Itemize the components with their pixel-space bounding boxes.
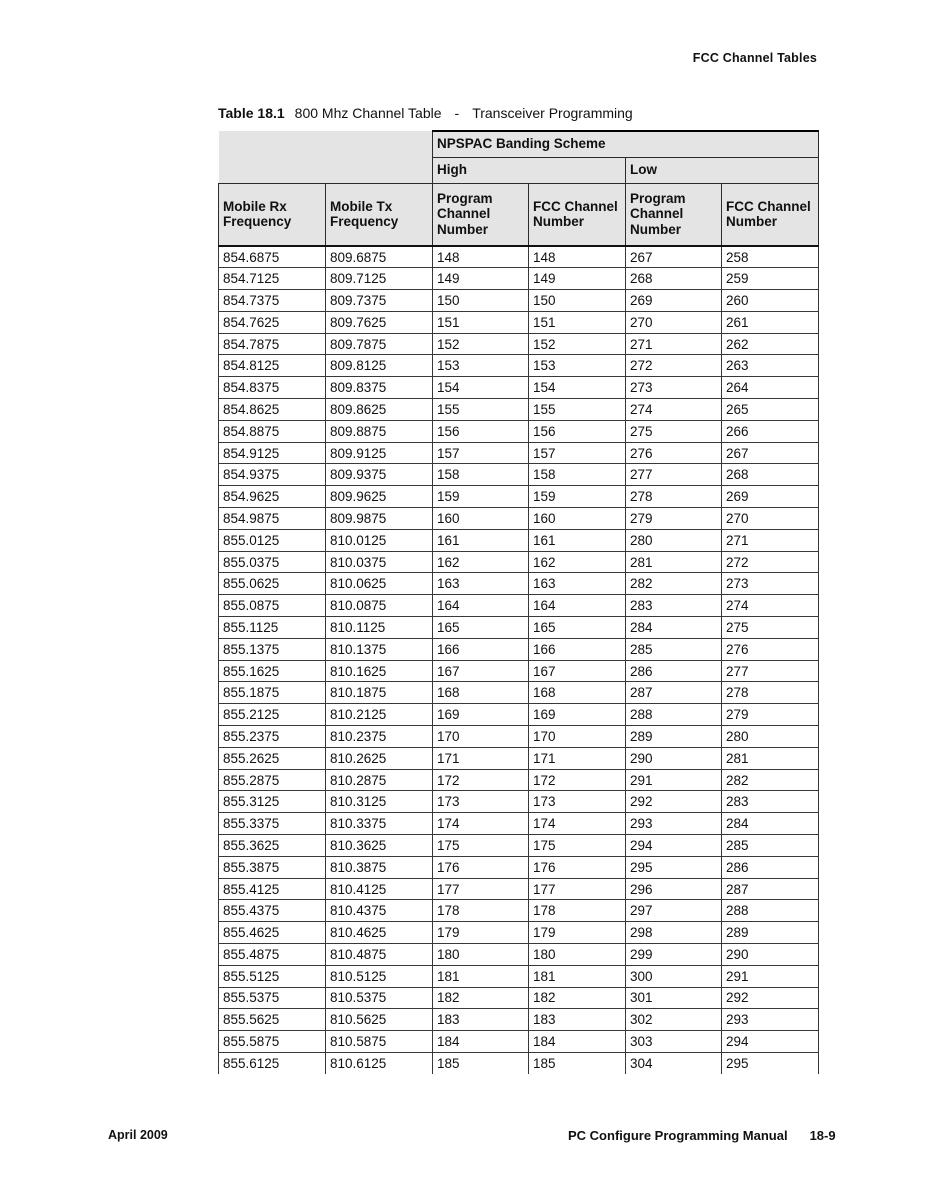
table-cell: 277 bbox=[626, 464, 722, 486]
table-cell: 161 bbox=[433, 529, 529, 551]
table-row bbox=[219, 573, 819, 595]
table-row bbox=[219, 508, 819, 530]
table-cell: 152 bbox=[433, 333, 529, 355]
table-cell: 294 bbox=[626, 835, 722, 857]
table-header bbox=[219, 131, 819, 246]
table-row bbox=[219, 704, 819, 726]
table-cell: 154 bbox=[433, 377, 529, 399]
table-cell: 184 bbox=[433, 1031, 529, 1053]
table-cell: 183 bbox=[433, 1009, 529, 1031]
table-row bbox=[219, 290, 819, 312]
table-cell: 278 bbox=[722, 682, 819, 704]
table-cell: 855.4125 bbox=[219, 878, 326, 900]
table-cell: 260 bbox=[722, 290, 819, 312]
table-cell: 275 bbox=[626, 420, 722, 442]
table-cell: 271 bbox=[722, 529, 819, 551]
table-cell: 265 bbox=[722, 399, 819, 421]
table-cell: 855.4625 bbox=[219, 922, 326, 944]
table-cell: 810.4875 bbox=[326, 944, 433, 966]
table-cell: 810.5375 bbox=[326, 987, 433, 1009]
table-cell: 855.5125 bbox=[219, 965, 326, 987]
group-header-npspac: NPSPAC Banding Scheme bbox=[433, 131, 819, 157]
table-cell: 855.0375 bbox=[219, 551, 326, 573]
footer-date: April 2009 bbox=[108, 1128, 168, 1142]
table-cell: 810.5625 bbox=[326, 1009, 433, 1031]
table-row bbox=[219, 747, 819, 769]
footer-manual-title: PC Configure Programming Manual bbox=[568, 1128, 788, 1143]
table-cell: 282 bbox=[722, 769, 819, 791]
column-header-program-channel-low: Program Channel Number bbox=[626, 183, 722, 246]
table-cell: 810.1625 bbox=[326, 660, 433, 682]
table-cell: 809.8625 bbox=[326, 399, 433, 421]
table-row bbox=[219, 486, 819, 508]
table-cell: 283 bbox=[722, 791, 819, 813]
table-row bbox=[219, 944, 819, 966]
table-cell: 177 bbox=[433, 878, 529, 900]
table-cell: 153 bbox=[529, 355, 626, 377]
table-row bbox=[219, 268, 819, 290]
table-row bbox=[219, 442, 819, 464]
table-cell: 291 bbox=[626, 769, 722, 791]
table-cell: 300 bbox=[626, 965, 722, 987]
table-cell: 854.8875 bbox=[219, 420, 326, 442]
table-cell: 291 bbox=[722, 965, 819, 987]
table-cell: 810.0625 bbox=[326, 573, 433, 595]
table-cell: 156 bbox=[433, 420, 529, 442]
table-cell: 270 bbox=[626, 311, 722, 333]
table-cell: 168 bbox=[433, 682, 529, 704]
table-cell: 283 bbox=[626, 595, 722, 617]
table-cell: 810.3375 bbox=[326, 813, 433, 835]
table-cell: 264 bbox=[722, 377, 819, 399]
table-cell: 281 bbox=[722, 747, 819, 769]
table-row bbox=[219, 333, 819, 355]
table-cell: 163 bbox=[433, 573, 529, 595]
title-separator: - bbox=[454, 105, 460, 121]
table-cell: 273 bbox=[722, 573, 819, 595]
table-cell: 810.2625 bbox=[326, 747, 433, 769]
table-cell: 274 bbox=[626, 399, 722, 421]
table-cell: 155 bbox=[433, 399, 529, 421]
table-cell: 295 bbox=[626, 856, 722, 878]
table-cell: 810.2125 bbox=[326, 704, 433, 726]
table-cell: 163 bbox=[529, 573, 626, 595]
table-cell: 293 bbox=[722, 1009, 819, 1031]
table-cell: 277 bbox=[722, 660, 819, 682]
table-cell: 292 bbox=[722, 987, 819, 1009]
group-header-row bbox=[219, 131, 819, 157]
table-cell: 286 bbox=[626, 660, 722, 682]
table-row bbox=[219, 1009, 819, 1031]
table-number-label: Table 18.1 bbox=[218, 105, 285, 121]
running-header: FCC Channel Tables bbox=[692, 51, 817, 65]
table-cell: 809.7375 bbox=[326, 290, 433, 312]
table-cell: 854.7375 bbox=[219, 290, 326, 312]
column-header-mobile-rx: Mobile Rx Frequency bbox=[219, 183, 326, 246]
table-row bbox=[219, 464, 819, 486]
table-cell: 298 bbox=[626, 922, 722, 944]
table-cell: 854.8125 bbox=[219, 355, 326, 377]
table-cell: 164 bbox=[433, 595, 529, 617]
table-cell: 809.9625 bbox=[326, 486, 433, 508]
table-body bbox=[219, 246, 819, 1074]
table-cell: 182 bbox=[433, 987, 529, 1009]
table-row bbox=[219, 246, 819, 268]
table-cell: 267 bbox=[722, 442, 819, 464]
table-cell: 153 bbox=[433, 355, 529, 377]
table-row bbox=[219, 726, 819, 748]
table-cell: 288 bbox=[626, 704, 722, 726]
table-cell: 293 bbox=[626, 813, 722, 835]
table-cell: 855.2125 bbox=[219, 704, 326, 726]
table-cell: 810.1125 bbox=[326, 617, 433, 639]
table-row bbox=[219, 791, 819, 813]
table-cell: 173 bbox=[433, 791, 529, 813]
table-cell: 179 bbox=[433, 922, 529, 944]
table-row bbox=[219, 922, 819, 944]
table-cell: 171 bbox=[529, 747, 626, 769]
table-cell: 855.0125 bbox=[219, 529, 326, 551]
table-cell: 178 bbox=[529, 900, 626, 922]
table-cell: 151 bbox=[433, 311, 529, 333]
table-cell: 289 bbox=[626, 726, 722, 748]
table-cell: 165 bbox=[529, 617, 626, 639]
table-cell: 296 bbox=[626, 878, 722, 900]
table-cell: 855.1875 bbox=[219, 682, 326, 704]
table-cell: 855.2875 bbox=[219, 769, 326, 791]
table-cell: 173 bbox=[529, 791, 626, 813]
table-cell: 855.3875 bbox=[219, 856, 326, 878]
table-cell: 166 bbox=[529, 638, 626, 660]
footer-manual-info bbox=[568, 1128, 836, 1143]
table-cell: 809.9375 bbox=[326, 464, 433, 486]
table-cell: 809.9875 bbox=[326, 508, 433, 530]
table-cell: 262 bbox=[722, 333, 819, 355]
table-cell: 810.4375 bbox=[326, 900, 433, 922]
table-cell: 270 bbox=[722, 508, 819, 530]
table-cell: 294 bbox=[722, 1031, 819, 1053]
table-row bbox=[219, 355, 819, 377]
table-cell: 164 bbox=[529, 595, 626, 617]
table-cell: 284 bbox=[626, 617, 722, 639]
table-cell: 304 bbox=[626, 1052, 722, 1074]
table-cell: 854.9875 bbox=[219, 508, 326, 530]
table-cell: 854.9125 bbox=[219, 442, 326, 464]
table-cell: 279 bbox=[722, 704, 819, 726]
table-cell: 152 bbox=[529, 333, 626, 355]
empty-corner-cell bbox=[219, 131, 433, 183]
table-cell: 854.9625 bbox=[219, 486, 326, 508]
column-header-mobile-tx: Mobile Tx Frequency bbox=[326, 183, 433, 246]
table-cell: 167 bbox=[529, 660, 626, 682]
table-cell: 810.0125 bbox=[326, 529, 433, 551]
table-cell: 172 bbox=[529, 769, 626, 791]
table-cell: 289 bbox=[722, 922, 819, 944]
table-cell: 303 bbox=[626, 1031, 722, 1053]
table-cell: 259 bbox=[722, 268, 819, 290]
table-cell: 855.4375 bbox=[219, 900, 326, 922]
table-row bbox=[219, 987, 819, 1009]
table-row bbox=[219, 1052, 819, 1074]
table-cell: 178 bbox=[433, 900, 529, 922]
table-cell: 275 bbox=[722, 617, 819, 639]
table-cell: 149 bbox=[433, 268, 529, 290]
table-row bbox=[219, 617, 819, 639]
table-row bbox=[219, 551, 819, 573]
table-cell: 156 bbox=[529, 420, 626, 442]
table-cell: 854.8375 bbox=[219, 377, 326, 399]
table-cell: 161 bbox=[529, 529, 626, 551]
table-cell: 182 bbox=[529, 987, 626, 1009]
table-cell: 148 bbox=[433, 246, 529, 268]
table-cell: 855.1375 bbox=[219, 638, 326, 660]
table-cell: 854.9375 bbox=[219, 464, 326, 486]
table-cell: 809.9125 bbox=[326, 442, 433, 464]
subgroup-low: Low bbox=[626, 157, 819, 183]
table-cell: 169 bbox=[433, 704, 529, 726]
table-cell: 279 bbox=[626, 508, 722, 530]
table-cell: 281 bbox=[626, 551, 722, 573]
table-row bbox=[219, 595, 819, 617]
table-cell: 287 bbox=[626, 682, 722, 704]
table-cell: 166 bbox=[433, 638, 529, 660]
table-cell: 809.7875 bbox=[326, 333, 433, 355]
table-cell: 149 bbox=[529, 268, 626, 290]
table-cell: 810.1875 bbox=[326, 682, 433, 704]
table-cell: 274 bbox=[722, 595, 819, 617]
table-cell: 810.3625 bbox=[326, 835, 433, 857]
table-cell: 158 bbox=[433, 464, 529, 486]
table-cell: 809.8125 bbox=[326, 355, 433, 377]
table-row bbox=[219, 529, 819, 551]
table-cell: 269 bbox=[722, 486, 819, 508]
table-cell: 148 bbox=[529, 246, 626, 268]
table-cell: 302 bbox=[626, 1009, 722, 1031]
table-cell: 809.8875 bbox=[326, 420, 433, 442]
table-cell: 295 bbox=[722, 1052, 819, 1074]
table-cell: 855.5875 bbox=[219, 1031, 326, 1053]
table-cell: 809.7125 bbox=[326, 268, 433, 290]
table-cell: 159 bbox=[433, 486, 529, 508]
table-cell: 810.3125 bbox=[326, 791, 433, 813]
table-cell: 151 bbox=[529, 311, 626, 333]
table-cell: 176 bbox=[433, 856, 529, 878]
table-row bbox=[219, 377, 819, 399]
table-cell: 272 bbox=[626, 355, 722, 377]
table-cell: 150 bbox=[529, 290, 626, 312]
table-cell: 855.5625 bbox=[219, 1009, 326, 1031]
table-cell: 160 bbox=[529, 508, 626, 530]
table-cell: 810.4625 bbox=[326, 922, 433, 944]
table-cell: 181 bbox=[433, 965, 529, 987]
table-cell: 185 bbox=[529, 1052, 626, 1074]
table-cell: 854.7125 bbox=[219, 268, 326, 290]
table-cell: 271 bbox=[626, 333, 722, 355]
table-row bbox=[219, 420, 819, 442]
table-cell: 855.1625 bbox=[219, 660, 326, 682]
table-cell: 855.3625 bbox=[219, 835, 326, 857]
table-cell: 266 bbox=[722, 420, 819, 442]
table-cell: 180 bbox=[529, 944, 626, 966]
table-cell: 273 bbox=[626, 377, 722, 399]
table-cell: 855.0625 bbox=[219, 573, 326, 595]
table-cell: 855.2375 bbox=[219, 726, 326, 748]
table-cell: 278 bbox=[626, 486, 722, 508]
table-cell: 174 bbox=[529, 813, 626, 835]
table-cell: 854.8625 bbox=[219, 399, 326, 421]
table-cell: 285 bbox=[626, 638, 722, 660]
table-cell: 288 bbox=[722, 900, 819, 922]
table-cell: 276 bbox=[626, 442, 722, 464]
table-cell: 855.6125 bbox=[219, 1052, 326, 1074]
column-header-program-channel-high: Program Channel Number bbox=[433, 183, 529, 246]
table-cell: 855.0875 bbox=[219, 595, 326, 617]
table-cell: 276 bbox=[722, 638, 819, 660]
table-cell: 297 bbox=[626, 900, 722, 922]
table-row bbox=[219, 813, 819, 835]
table-cell: 290 bbox=[722, 944, 819, 966]
table-cell: 263 bbox=[722, 355, 819, 377]
table-cell: 162 bbox=[529, 551, 626, 573]
table-cell: 810.3875 bbox=[326, 856, 433, 878]
table-cell: 168 bbox=[529, 682, 626, 704]
table-cell: 183 bbox=[529, 1009, 626, 1031]
table-cell: 160 bbox=[433, 508, 529, 530]
table-cell: 810.6125 bbox=[326, 1052, 433, 1074]
table-row bbox=[219, 769, 819, 791]
table-row bbox=[219, 900, 819, 922]
table-cell: 175 bbox=[529, 835, 626, 857]
table-cell: 258 bbox=[722, 246, 819, 268]
table-cell: 855.5375 bbox=[219, 987, 326, 1009]
table-row bbox=[219, 856, 819, 878]
table-cell: 286 bbox=[722, 856, 819, 878]
column-header-fcc-channel-high: FCC Channel Number bbox=[529, 183, 626, 246]
subgroup-high: High bbox=[433, 157, 626, 183]
table-cell: 855.1125 bbox=[219, 617, 326, 639]
table-cell: 854.6875 bbox=[219, 246, 326, 268]
table-row bbox=[219, 682, 819, 704]
table-cell: 174 bbox=[433, 813, 529, 835]
table-cell: 162 bbox=[433, 551, 529, 573]
table-cell: 280 bbox=[626, 529, 722, 551]
table-cell: 855.4875 bbox=[219, 944, 326, 966]
table-cell: 155 bbox=[529, 399, 626, 421]
table-cell: 171 bbox=[433, 747, 529, 769]
table-row bbox=[219, 878, 819, 900]
table-cell: 269 bbox=[626, 290, 722, 312]
table-cell: 810.2375 bbox=[326, 726, 433, 748]
table-cell: 268 bbox=[626, 268, 722, 290]
table-cell: 184 bbox=[529, 1031, 626, 1053]
table-cell: 854.7875 bbox=[219, 333, 326, 355]
table-cell: 169 bbox=[529, 704, 626, 726]
table-cell: 179 bbox=[529, 922, 626, 944]
table-cell: 810.4125 bbox=[326, 878, 433, 900]
table-cell: 855.3375 bbox=[219, 813, 326, 835]
table-caption bbox=[218, 105, 633, 121]
table-cell: 172 bbox=[433, 769, 529, 791]
table-cell: 268 bbox=[722, 464, 819, 486]
table-cell: 159 bbox=[529, 486, 626, 508]
table-cell: 810.0375 bbox=[326, 551, 433, 573]
table-cell: 285 bbox=[722, 835, 819, 857]
table-cell: 855.3125 bbox=[219, 791, 326, 813]
table-cell: 809.8375 bbox=[326, 377, 433, 399]
footer-page-number: 18-9 bbox=[809, 1128, 836, 1143]
table-cell: 299 bbox=[626, 944, 722, 966]
table-row bbox=[219, 660, 819, 682]
table-cell: 157 bbox=[433, 442, 529, 464]
table-row bbox=[219, 399, 819, 421]
table-row bbox=[219, 311, 819, 333]
table-cell: 150 bbox=[433, 290, 529, 312]
table-cell: 165 bbox=[433, 617, 529, 639]
table-cell: 810.0875 bbox=[326, 595, 433, 617]
table-cell: 175 bbox=[433, 835, 529, 857]
table-row bbox=[219, 965, 819, 987]
table-row bbox=[219, 835, 819, 857]
table-cell: 810.5125 bbox=[326, 965, 433, 987]
table-cell: 185 bbox=[433, 1052, 529, 1074]
table-cell: 810.1375 bbox=[326, 638, 433, 660]
table-cell: 290 bbox=[626, 747, 722, 769]
table-row bbox=[219, 1031, 819, 1053]
table-cell: 154 bbox=[529, 377, 626, 399]
column-header-fcc-channel-low: FCC Channel Number bbox=[722, 183, 819, 246]
table-cell: 181 bbox=[529, 965, 626, 987]
table-subtitle: Transceiver Programming bbox=[472, 105, 633, 121]
table-cell: 261 bbox=[722, 311, 819, 333]
table-cell: 854.7625 bbox=[219, 311, 326, 333]
table-cell: 810.2875 bbox=[326, 769, 433, 791]
table-cell: 167 bbox=[433, 660, 529, 682]
table-cell: 284 bbox=[722, 813, 819, 835]
table-cell: 301 bbox=[626, 987, 722, 1009]
column-header-row bbox=[219, 183, 819, 246]
table-cell: 280 bbox=[722, 726, 819, 748]
table-cell: 272 bbox=[722, 551, 819, 573]
table-cell: 170 bbox=[529, 726, 626, 748]
table-cell: 170 bbox=[433, 726, 529, 748]
fcc-channel-table bbox=[218, 130, 819, 1074]
table-cell: 292 bbox=[626, 791, 722, 813]
table-cell: 809.6875 bbox=[326, 246, 433, 268]
table-cell: 158 bbox=[529, 464, 626, 486]
table-cell: 176 bbox=[529, 856, 626, 878]
table-row bbox=[219, 638, 819, 660]
table-cell: 282 bbox=[626, 573, 722, 595]
table-cell: 157 bbox=[529, 442, 626, 464]
table-cell: 180 bbox=[433, 944, 529, 966]
table-cell: 855.2625 bbox=[219, 747, 326, 769]
table-cell: 810.5875 bbox=[326, 1031, 433, 1053]
table-cell: 287 bbox=[722, 878, 819, 900]
table-cell: 177 bbox=[529, 878, 626, 900]
table-cell: 809.7625 bbox=[326, 311, 433, 333]
table-cell: 267 bbox=[626, 246, 722, 268]
table-name: 800 Mhz Channel Table bbox=[294, 105, 442, 121]
